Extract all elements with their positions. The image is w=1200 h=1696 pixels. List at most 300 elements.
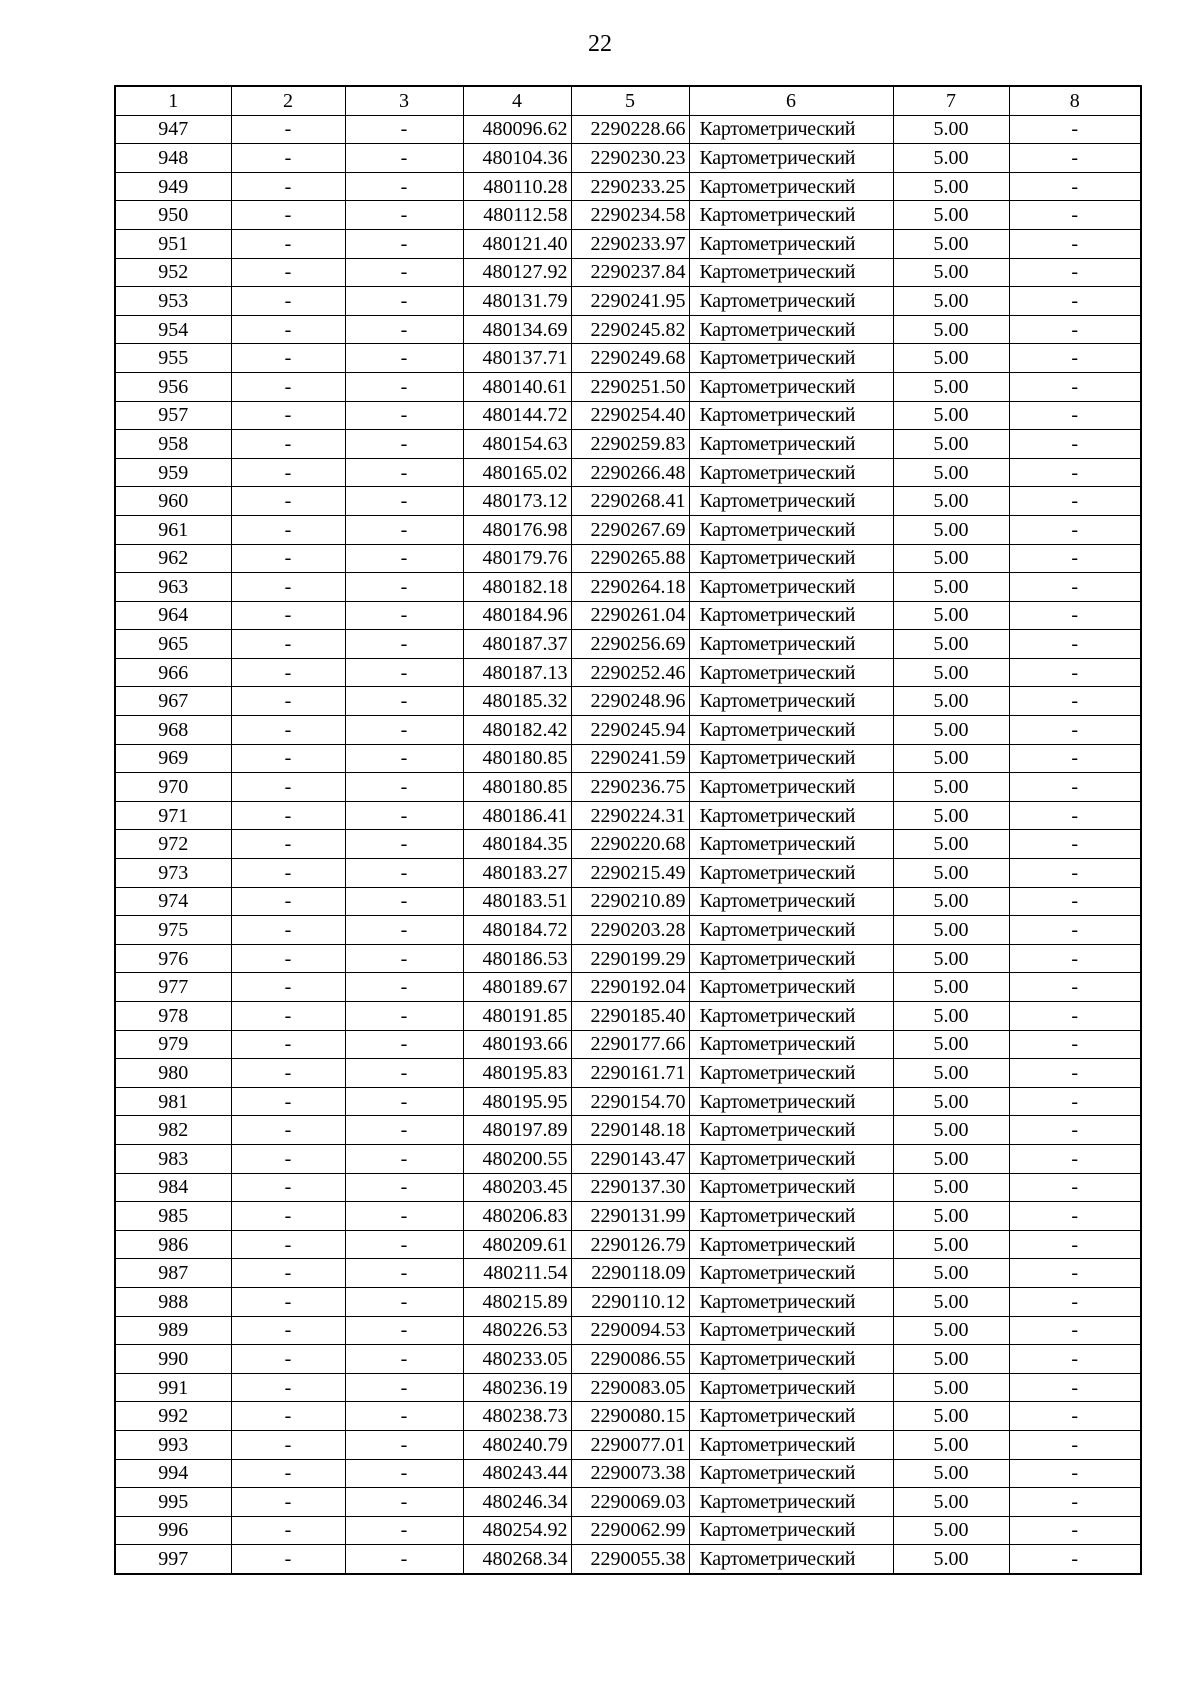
method-cell: Картометрический	[689, 487, 893, 516]
x-coordinate-cell: 480195.95	[463, 1087, 571, 1116]
accuracy-cell: 5.00	[893, 630, 1009, 659]
table-row	[115, 1002, 1141, 1031]
point-number-cell: 962	[115, 544, 231, 573]
y-coordinate-cell: 2290228.66	[571, 115, 689, 144]
accuracy-cell: 5.00	[893, 658, 1009, 687]
method-cell: Картометрический	[689, 115, 893, 144]
method-cell: Картометрический	[689, 1230, 893, 1259]
header-cell: 6	[689, 86, 893, 115]
col2-cell: -	[231, 430, 345, 459]
col2-cell: -	[231, 458, 345, 487]
x-coordinate-cell: 480238.73	[463, 1402, 571, 1431]
table-row	[115, 601, 1141, 630]
method-cell: Картометрический	[689, 372, 893, 401]
point-number-cell: 972	[115, 830, 231, 859]
col8-cell: -	[1009, 944, 1141, 973]
col8-cell: -	[1009, 172, 1141, 201]
col3-cell: -	[345, 658, 463, 687]
point-number-cell: 976	[115, 944, 231, 973]
point-number-cell: 960	[115, 487, 231, 516]
y-coordinate-cell: 2290268.41	[571, 487, 689, 516]
table-row	[115, 1402, 1141, 1431]
y-coordinate-cell: 2290241.95	[571, 287, 689, 316]
accuracy-cell: 5.00	[893, 1030, 1009, 1059]
accuracy-cell: 5.00	[893, 1259, 1009, 1288]
col8-cell: -	[1009, 1316, 1141, 1345]
accuracy-cell: 5.00	[893, 458, 1009, 487]
col2-cell: -	[231, 744, 345, 773]
y-coordinate-cell: 2290259.83	[571, 430, 689, 459]
point-number-cell: 979	[115, 1030, 231, 1059]
x-coordinate-cell: 480195.83	[463, 1059, 571, 1088]
table-row	[115, 1316, 1141, 1345]
col2-cell: -	[231, 172, 345, 201]
point-number-cell: 989	[115, 1316, 231, 1345]
accuracy-cell: 5.00	[893, 258, 1009, 287]
col8-cell: -	[1009, 1345, 1141, 1374]
y-coordinate-cell: 2290261.04	[571, 601, 689, 630]
table-row	[115, 144, 1141, 173]
col3-cell: -	[345, 287, 463, 316]
x-coordinate-cell: 480183.27	[463, 859, 571, 888]
col3-cell: -	[345, 1287, 463, 1316]
table-row	[115, 1287, 1141, 1316]
table-row	[115, 401, 1141, 430]
accuracy-cell: 5.00	[893, 172, 1009, 201]
x-coordinate-cell: 480186.41	[463, 801, 571, 830]
y-coordinate-cell: 2290264.18	[571, 573, 689, 602]
col3-cell: -	[345, 258, 463, 287]
col8-cell: -	[1009, 658, 1141, 687]
method-cell: Картометрический	[689, 658, 893, 687]
y-coordinate-cell: 2290256.69	[571, 630, 689, 659]
table-row	[115, 487, 1141, 516]
method-cell: Картометрический	[689, 144, 893, 173]
col2-cell: -	[231, 830, 345, 859]
table-row	[115, 573, 1141, 602]
table-header	[115, 86, 1141, 115]
table-row	[115, 716, 1141, 745]
col2-cell: -	[231, 1545, 345, 1574]
col2-cell: -	[231, 716, 345, 745]
header-cell: 1	[115, 86, 231, 115]
point-number-cell: 978	[115, 1002, 231, 1031]
col3-cell: -	[345, 1488, 463, 1517]
accuracy-cell: 5.00	[893, 487, 1009, 516]
table-row	[115, 1087, 1141, 1116]
col3-cell: -	[345, 887, 463, 916]
accuracy-cell: 5.00	[893, 544, 1009, 573]
col2-cell: -	[231, 687, 345, 716]
method-cell: Картометрический	[689, 630, 893, 659]
method-cell: Картометрический	[689, 1402, 893, 1431]
x-coordinate-cell: 480240.79	[463, 1430, 571, 1459]
x-coordinate-cell: 480179.76	[463, 544, 571, 573]
col3-cell: -	[345, 544, 463, 573]
x-coordinate-cell: 480215.89	[463, 1287, 571, 1316]
col3-cell: -	[345, 1030, 463, 1059]
accuracy-cell: 5.00	[893, 830, 1009, 859]
method-cell: Картометрический	[689, 430, 893, 459]
col8-cell: -	[1009, 229, 1141, 258]
table-row	[115, 830, 1141, 859]
col8-cell: -	[1009, 687, 1141, 716]
col3-cell: -	[345, 115, 463, 144]
accuracy-cell: 5.00	[893, 1173, 1009, 1202]
accuracy-cell: 5.00	[893, 1002, 1009, 1031]
y-coordinate-cell: 2290161.71	[571, 1059, 689, 1088]
y-coordinate-cell: 2290248.96	[571, 687, 689, 716]
col3-cell: -	[345, 1116, 463, 1145]
method-cell: Картометрический	[689, 1287, 893, 1316]
method-cell: Картометрический	[689, 287, 893, 316]
col2-cell: -	[231, 1087, 345, 1116]
col8-cell: -	[1009, 144, 1141, 173]
col3-cell: -	[345, 1402, 463, 1431]
col3-cell: -	[345, 144, 463, 173]
method-cell: Картометрический	[689, 458, 893, 487]
accuracy-cell: 5.00	[893, 744, 1009, 773]
method-cell: Картометрический	[689, 544, 893, 573]
col3-cell: -	[345, 401, 463, 430]
col3-cell: -	[345, 1173, 463, 1202]
y-coordinate-cell: 2290137.30	[571, 1173, 689, 1202]
table-row	[115, 1173, 1141, 1202]
accuracy-cell: 5.00	[893, 315, 1009, 344]
col2-cell: -	[231, 1230, 345, 1259]
table-row	[115, 1259, 1141, 1288]
method-cell: Картометрический	[689, 830, 893, 859]
col2-cell: -	[231, 887, 345, 916]
point-number-cell: 975	[115, 916, 231, 945]
accuracy-cell: 5.00	[893, 201, 1009, 230]
table-row	[115, 201, 1141, 230]
accuracy-cell: 5.00	[893, 1202, 1009, 1231]
point-number-cell: 970	[115, 773, 231, 802]
col8-cell: -	[1009, 287, 1141, 316]
y-coordinate-cell: 2290080.15	[571, 1402, 689, 1431]
method-cell: Картометрический	[689, 1173, 893, 1202]
col2-cell: -	[231, 916, 345, 945]
x-coordinate-cell: 480096.62	[463, 115, 571, 144]
y-coordinate-cell: 2290233.97	[571, 229, 689, 258]
table-row	[115, 1516, 1141, 1545]
accuracy-cell: 5.00	[893, 515, 1009, 544]
table-row	[115, 515, 1141, 544]
col3-cell: -	[345, 1087, 463, 1116]
x-coordinate-cell: 480180.85	[463, 773, 571, 802]
point-number-cell: 984	[115, 1173, 231, 1202]
method-cell: Картометрический	[689, 859, 893, 888]
col3-cell: -	[345, 973, 463, 1002]
x-coordinate-cell: 480127.92	[463, 258, 571, 287]
method-cell: Картометрический	[689, 201, 893, 230]
col3-cell: -	[345, 1144, 463, 1173]
accuracy-cell: 5.00	[893, 1345, 1009, 1374]
col3-cell: -	[345, 372, 463, 401]
table-row	[115, 372, 1141, 401]
header-cell: 2	[231, 86, 345, 115]
x-coordinate-cell: 480246.34	[463, 1488, 571, 1517]
col8-cell: -	[1009, 1230, 1141, 1259]
x-coordinate-cell: 480185.32	[463, 687, 571, 716]
accuracy-cell: 5.00	[893, 973, 1009, 1002]
table-row	[115, 1230, 1141, 1259]
table-row	[115, 1488, 1141, 1517]
x-coordinate-cell: 480233.05	[463, 1345, 571, 1374]
method-cell: Картометрический	[689, 573, 893, 602]
col2-cell: -	[231, 487, 345, 516]
col2-cell: -	[231, 1144, 345, 1173]
table-row	[115, 744, 1141, 773]
point-number-cell: 966	[115, 658, 231, 687]
y-coordinate-cell: 2290073.38	[571, 1459, 689, 1488]
method-cell: Картометрический	[689, 315, 893, 344]
accuracy-cell: 5.00	[893, 1430, 1009, 1459]
col2-cell: -	[231, 115, 345, 144]
accuracy-cell: 5.00	[893, 773, 1009, 802]
col8-cell: -	[1009, 1087, 1141, 1116]
point-number-cell: 995	[115, 1488, 231, 1517]
col8-cell: -	[1009, 916, 1141, 945]
table-row	[115, 859, 1141, 888]
point-number-cell: 961	[115, 515, 231, 544]
col3-cell: -	[345, 1430, 463, 1459]
point-number-cell: 953	[115, 287, 231, 316]
point-number-cell: 948	[115, 144, 231, 173]
y-coordinate-cell: 2290185.40	[571, 1002, 689, 1031]
x-coordinate-cell: 480121.40	[463, 229, 571, 258]
x-coordinate-cell: 480189.67	[463, 973, 571, 1002]
accuracy-cell: 5.00	[893, 916, 1009, 945]
col2-cell: -	[231, 1402, 345, 1431]
col2-cell: -	[231, 601, 345, 630]
col3-cell: -	[345, 573, 463, 602]
col3-cell: -	[345, 1459, 463, 1488]
table-row	[115, 687, 1141, 716]
method-cell: Картометрический	[689, 1202, 893, 1231]
col3-cell: -	[345, 1059, 463, 1088]
accuracy-cell: 5.00	[893, 1516, 1009, 1545]
x-coordinate-cell: 480173.12	[463, 487, 571, 516]
method-cell: Картометрический	[689, 1430, 893, 1459]
x-coordinate-cell: 480184.96	[463, 601, 571, 630]
point-number-cell: 965	[115, 630, 231, 659]
point-number-cell: 992	[115, 1402, 231, 1431]
col3-cell: -	[345, 172, 463, 201]
x-coordinate-cell: 480154.63	[463, 430, 571, 459]
table-header-row	[115, 86, 1141, 115]
y-coordinate-cell: 2290110.12	[571, 1287, 689, 1316]
col2-cell: -	[231, 1002, 345, 1031]
col8-cell: -	[1009, 201, 1141, 230]
header-cell: 8	[1009, 86, 1141, 115]
col3-cell: -	[345, 630, 463, 659]
col8-cell: -	[1009, 1202, 1141, 1231]
col3-cell: -	[345, 744, 463, 773]
col2-cell: -	[231, 1030, 345, 1059]
x-coordinate-cell: 480268.34	[463, 1545, 571, 1574]
x-coordinate-cell: 480134.69	[463, 315, 571, 344]
col8-cell: -	[1009, 1116, 1141, 1145]
y-coordinate-cell: 2290062.99	[571, 1516, 689, 1545]
x-coordinate-cell: 480182.18	[463, 573, 571, 602]
y-coordinate-cell: 2290265.88	[571, 544, 689, 573]
y-coordinate-cell: 2290234.58	[571, 201, 689, 230]
point-number-cell: 990	[115, 1345, 231, 1374]
method-cell: Картометрический	[689, 1087, 893, 1116]
y-coordinate-cell: 2290199.29	[571, 944, 689, 973]
point-number-cell: 968	[115, 716, 231, 745]
accuracy-cell: 5.00	[893, 1545, 1009, 1574]
col2-cell: -	[231, 401, 345, 430]
col2-cell: -	[231, 258, 345, 287]
x-coordinate-cell: 480203.45	[463, 1173, 571, 1202]
table-row	[115, 172, 1141, 201]
col2-cell: -	[231, 144, 345, 173]
col2-cell: -	[231, 1259, 345, 1288]
col8-cell: -	[1009, 1545, 1141, 1574]
method-cell: Картометрический	[689, 916, 893, 945]
point-number-cell: 967	[115, 687, 231, 716]
point-number-cell: 974	[115, 887, 231, 916]
method-cell: Картометрический	[689, 1459, 893, 1488]
point-number-cell: 969	[115, 744, 231, 773]
col2-cell: -	[231, 315, 345, 344]
col3-cell: -	[345, 487, 463, 516]
accuracy-cell: 5.00	[893, 1316, 1009, 1345]
table-row	[115, 1030, 1141, 1059]
y-coordinate-cell: 2290148.18	[571, 1116, 689, 1145]
accuracy-cell: 5.00	[893, 887, 1009, 916]
method-cell: Картометрический	[689, 344, 893, 373]
point-number-cell: 954	[115, 315, 231, 344]
x-coordinate-cell: 480140.61	[463, 372, 571, 401]
x-coordinate-cell: 480183.51	[463, 887, 571, 916]
y-coordinate-cell: 2290177.66	[571, 1030, 689, 1059]
y-coordinate-cell: 2290143.47	[571, 1144, 689, 1173]
col8-cell: -	[1009, 315, 1141, 344]
method-cell: Картометрический	[689, 1516, 893, 1545]
col8-cell: -	[1009, 601, 1141, 630]
header-cell: 3	[345, 86, 463, 115]
col8-cell: -	[1009, 773, 1141, 802]
y-coordinate-cell: 2290224.31	[571, 801, 689, 830]
point-number-cell: 991	[115, 1373, 231, 1402]
method-cell: Картометрический	[689, 1259, 893, 1288]
accuracy-cell: 5.00	[893, 287, 1009, 316]
y-coordinate-cell: 2290233.25	[571, 172, 689, 201]
x-coordinate-cell: 480197.89	[463, 1116, 571, 1145]
accuracy-cell: 5.00	[893, 430, 1009, 459]
x-coordinate-cell: 480137.71	[463, 344, 571, 373]
method-cell: Картометрический	[689, 773, 893, 802]
point-number-cell: 949	[115, 172, 231, 201]
col3-cell: -	[345, 716, 463, 745]
y-coordinate-cell: 2290131.99	[571, 1202, 689, 1231]
table-body	[115, 115, 1141, 1574]
accuracy-cell: 5.00	[893, 1459, 1009, 1488]
table-row	[115, 229, 1141, 258]
col3-cell: -	[345, 1230, 463, 1259]
page-number: 22	[588, 31, 612, 57]
y-coordinate-cell: 2290249.68	[571, 344, 689, 373]
header-cell: 7	[893, 86, 1009, 115]
point-number-cell: 955	[115, 344, 231, 373]
col8-cell: -	[1009, 515, 1141, 544]
point-number-cell: 952	[115, 258, 231, 287]
accuracy-cell: 5.00	[893, 344, 1009, 373]
y-coordinate-cell: 2290210.89	[571, 887, 689, 916]
y-coordinate-cell: 2290245.94	[571, 716, 689, 745]
method-cell: Картометрический	[689, 258, 893, 287]
y-coordinate-cell: 2290220.68	[571, 830, 689, 859]
col2-cell: -	[231, 287, 345, 316]
point-number-cell: 964	[115, 601, 231, 630]
col8-cell: -	[1009, 716, 1141, 745]
method-cell: Картометрический	[689, 716, 893, 745]
point-number-cell: 950	[115, 201, 231, 230]
table-row	[115, 1059, 1141, 1088]
col3-cell: -	[345, 1516, 463, 1545]
col8-cell: -	[1009, 1516, 1141, 1545]
point-number-cell: 957	[115, 401, 231, 430]
table-row	[115, 258, 1141, 287]
point-number-cell: 963	[115, 573, 231, 602]
table-row	[115, 344, 1141, 373]
col8-cell: -	[1009, 830, 1141, 859]
point-number-cell: 985	[115, 1202, 231, 1231]
col3-cell: -	[345, 458, 463, 487]
method-cell: Картометрический	[689, 1373, 893, 1402]
y-coordinate-cell: 2290055.38	[571, 1545, 689, 1574]
col2-cell: -	[231, 372, 345, 401]
x-coordinate-cell: 480254.92	[463, 1516, 571, 1545]
y-coordinate-cell: 2290118.09	[571, 1259, 689, 1288]
accuracy-cell: 5.00	[893, 1144, 1009, 1173]
col2-cell: -	[231, 1116, 345, 1145]
method-cell: Картометрический	[689, 744, 893, 773]
method-cell: Картометрический	[689, 1144, 893, 1173]
y-coordinate-cell: 2290236.75	[571, 773, 689, 802]
y-coordinate-cell: 2290192.04	[571, 973, 689, 1002]
col2-cell: -	[231, 1316, 345, 1345]
col2-cell: -	[231, 1459, 345, 1488]
col8-cell: -	[1009, 430, 1141, 459]
table-row	[115, 115, 1141, 144]
col3-cell: -	[345, 1316, 463, 1345]
col3-cell: -	[345, 201, 463, 230]
method-cell: Картометрический	[689, 1545, 893, 1574]
accuracy-cell: 5.00	[893, 1230, 1009, 1259]
col8-cell: -	[1009, 458, 1141, 487]
col3-cell: -	[345, 773, 463, 802]
col2-cell: -	[231, 201, 345, 230]
x-coordinate-cell: 480104.36	[463, 144, 571, 173]
col8-cell: -	[1009, 1459, 1141, 1488]
table-row	[115, 916, 1141, 945]
table-row	[115, 430, 1141, 459]
x-coordinate-cell: 480187.13	[463, 658, 571, 687]
col8-cell: -	[1009, 544, 1141, 573]
col8-cell: -	[1009, 115, 1141, 144]
x-coordinate-cell: 480236.19	[463, 1373, 571, 1402]
col8-cell: -	[1009, 973, 1141, 1002]
point-number-cell: 994	[115, 1459, 231, 1488]
table-row	[115, 658, 1141, 687]
accuracy-cell: 5.00	[893, 1116, 1009, 1145]
y-coordinate-cell: 2290069.03	[571, 1488, 689, 1517]
